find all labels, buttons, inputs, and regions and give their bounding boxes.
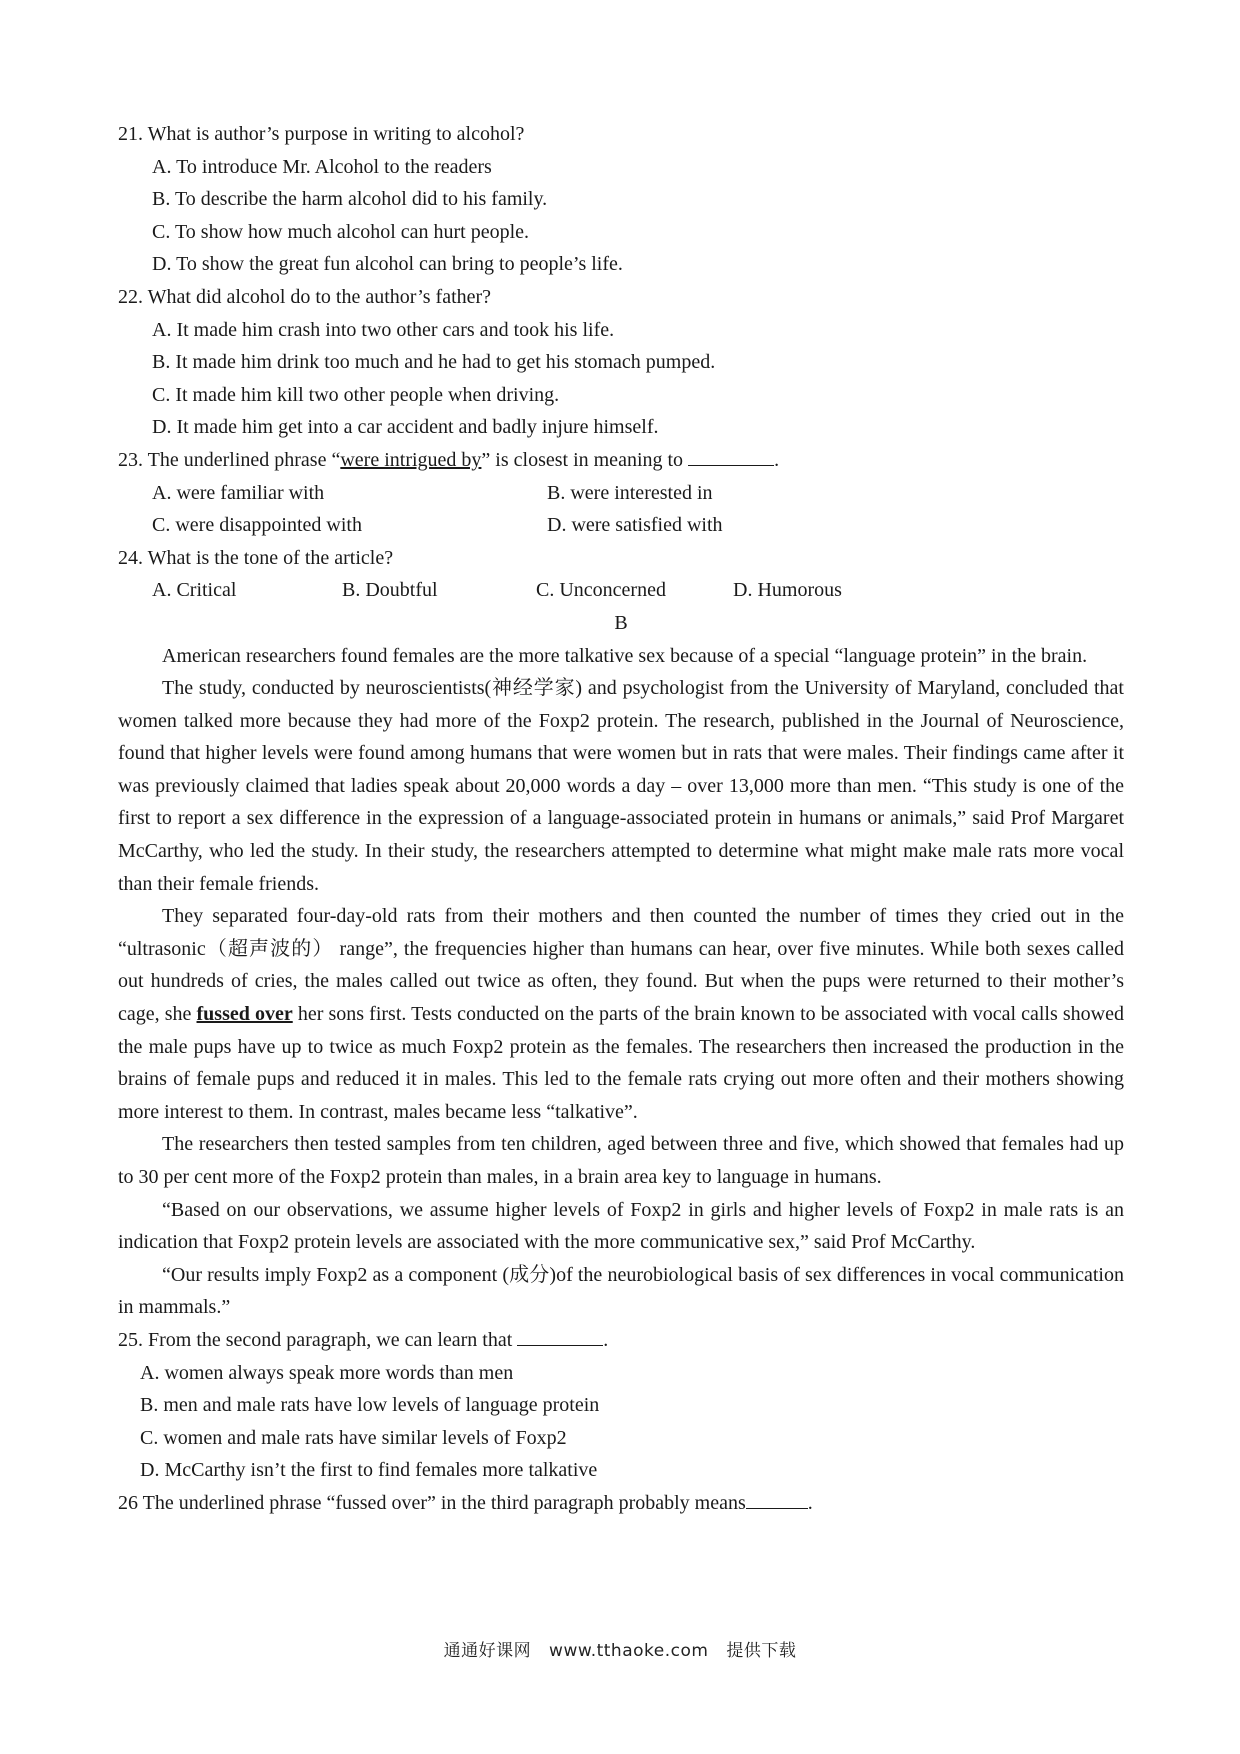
- passage-paragraph-3: [118, 900, 1124, 1128]
- passage-paragraph-4: The researchers then tested samples from ten children, aged between three and five, which showed that females had up to 30 per cent more of the Foxp2 protein than males, in a brain area key to language in humans.: [118, 1133, 1124, 1188]
- question-21-option-b: B. To describe the harm alcohol did to his family.: [152, 188, 548, 211]
- question-23-stem-after: ” is closest in meaning to: [481, 448, 684, 471]
- question-26-stem: [118, 1487, 1124, 1520]
- question-25-option-c: C. women and male rats have similar levels of Foxp2: [140, 1426, 567, 1449]
- passage-underlined-phrase: fussed over: [196, 1003, 293, 1026]
- question-25-stem-end: .: [603, 1328, 609, 1351]
- passage-paragraph-1: American researchers found females are the more talkative sex because of a special “language protein” in the brain.: [162, 644, 1088, 667]
- passage-paragraph-3-after: her sons first. Tests conducted on the parts of the brain known to be associated with vocal calls showed the male pups have up to twice as much Foxp2 protein as the females. The researchers then increased the production in the brains of female pups and reduced it in males. This led to the female rats crying out more often and their mothers showing more interest to them. In contrast, males became less “talkative”.: [118, 1003, 1124, 1123]
- question-25-stem-text: 25. From the second paragraph, we can learn that: [118, 1328, 513, 1351]
- answer-blank: [746, 1488, 808, 1509]
- passage-paragraph-2: The study, conducted by neuroscientists(神经学家) and psychologist from the University of Maryland, concluded that women talked more because they had more of the Foxp2 protein. The research, published in the Journal of Neuroscience, found that higher levels were found among humans that were women but in rats that were males. Their findings came after it was previously claimed that ladies speak about 20,000 words a day – over 13,000 more than men. “This study is one of the first to report a sex difference in the expression of a language-associated protein in humans or animals,” said Prof Margaret McCarthy, who led the study. In their study, the researchers attempted to determine what might make male rats more vocal than their female friends.: [118, 677, 1124, 895]
- footer-site-name: 通通好课网: [443, 1641, 532, 1661]
- question-23-option-b: B. were interested in: [547, 481, 713, 504]
- question-23-option-a: A. were familiar with: [152, 481, 325, 504]
- question-24-stem: 24. What is the tone of the article?: [118, 546, 394, 569]
- answer-blank: [688, 445, 774, 466]
- section-heading-b: B: [614, 611, 628, 634]
- question-23-stem: [118, 444, 1124, 477]
- question-24-option-d: D. Humorous: [733, 579, 842, 602]
- passage-paragraph-3-before: They separated four-day-old rats from their mothers and then counted the number of times they cried out in the “ultrasonic（超声波的） range”, the frequencies higher than humans can hear, over five minutes. While both sexes called out hundreds of cries, the males called out twice as often, they found. But when the pups were returned to their mother’s cage, she: [118, 905, 1124, 1026]
- question-22-option-d: D. It made him get into a car accident and badly injure himself.: [152, 416, 659, 439]
- question-25-stem: [118, 1324, 1124, 1357]
- question-22-stem: 22. What did alcohol do to the author’s father?: [118, 285, 492, 308]
- exam-page: [118, 118, 1124, 1520]
- question-25-option-b: B. men and male rats have low levels of language protein: [140, 1394, 600, 1417]
- question-26-stem-end: .: [807, 1491, 813, 1514]
- question-23-options-row-2: [118, 509, 1124, 542]
- question-23-option-c: C. were disappointed with: [152, 514, 362, 537]
- question-22-option-c: C. It made him kill two other people when driving.: [152, 383, 560, 406]
- answer-blank: [517, 1325, 603, 1346]
- question-25-option-a: A. women always speak more words than men: [140, 1361, 514, 1384]
- question-23-underlined-phrase: were intrigued by: [340, 448, 482, 471]
- question-23-stem-before: 23. The underlined phrase “: [118, 448, 341, 471]
- passage-paragraph-6: “Our results imply Foxp2 as a component (成分)of the neurobiological basis of sex differences in vocal communication in mammals.”: [118, 1263, 1124, 1319]
- question-22-option-b: B. It made him drink too much and he had to get his stomach pumped.: [152, 351, 716, 374]
- question-24-options-row: [118, 574, 1124, 607]
- passage-paragraph-5: “Based on our observations, we assume higher levels of Foxp2 in girls and higher levels of Foxp2 in male rats is an indication that Foxp2 protein levels are associated with the more communicative sex,” said Prof McCarthy.: [118, 1198, 1124, 1254]
- page-footer: [0, 1636, 1240, 1661]
- question-21-stem: 21. What is author’s purpose in writing to alcohol?: [118, 123, 525, 145]
- question-21-option-a: A. To introduce Mr. Alcohol to the readers: [152, 155, 492, 178]
- footer-note: 提供下载: [726, 1641, 797, 1661]
- footer-url[interactable]: www.tthaoke.com: [549, 1641, 709, 1661]
- question-24-option-c: C. Unconcerned: [536, 579, 666, 602]
- question-23-options-row-1: [118, 477, 1124, 510]
- question-24-option-b: B. Doubtful: [342, 579, 438, 602]
- question-26-stem-text: 26 The underlined phrase “fussed over” in the third paragraph probably means: [118, 1491, 746, 1514]
- question-22-option-a: A. It made him crash into two other cars and took his life.: [152, 318, 615, 341]
- question-21-option-c: C. To show how much alcohol can hurt people.: [152, 220, 530, 243]
- question-23-stem-end: .: [774, 448, 780, 471]
- question-24-option-a: A. Critical: [152, 579, 237, 602]
- question-23-option-d: D. were satisfied with: [547, 514, 723, 537]
- question-25-option-d: D. McCarthy isn’t the first to find females more talkative: [140, 1459, 598, 1482]
- question-21-option-d: D. To show the great fun alcohol can bring to people’s life.: [152, 253, 623, 276]
